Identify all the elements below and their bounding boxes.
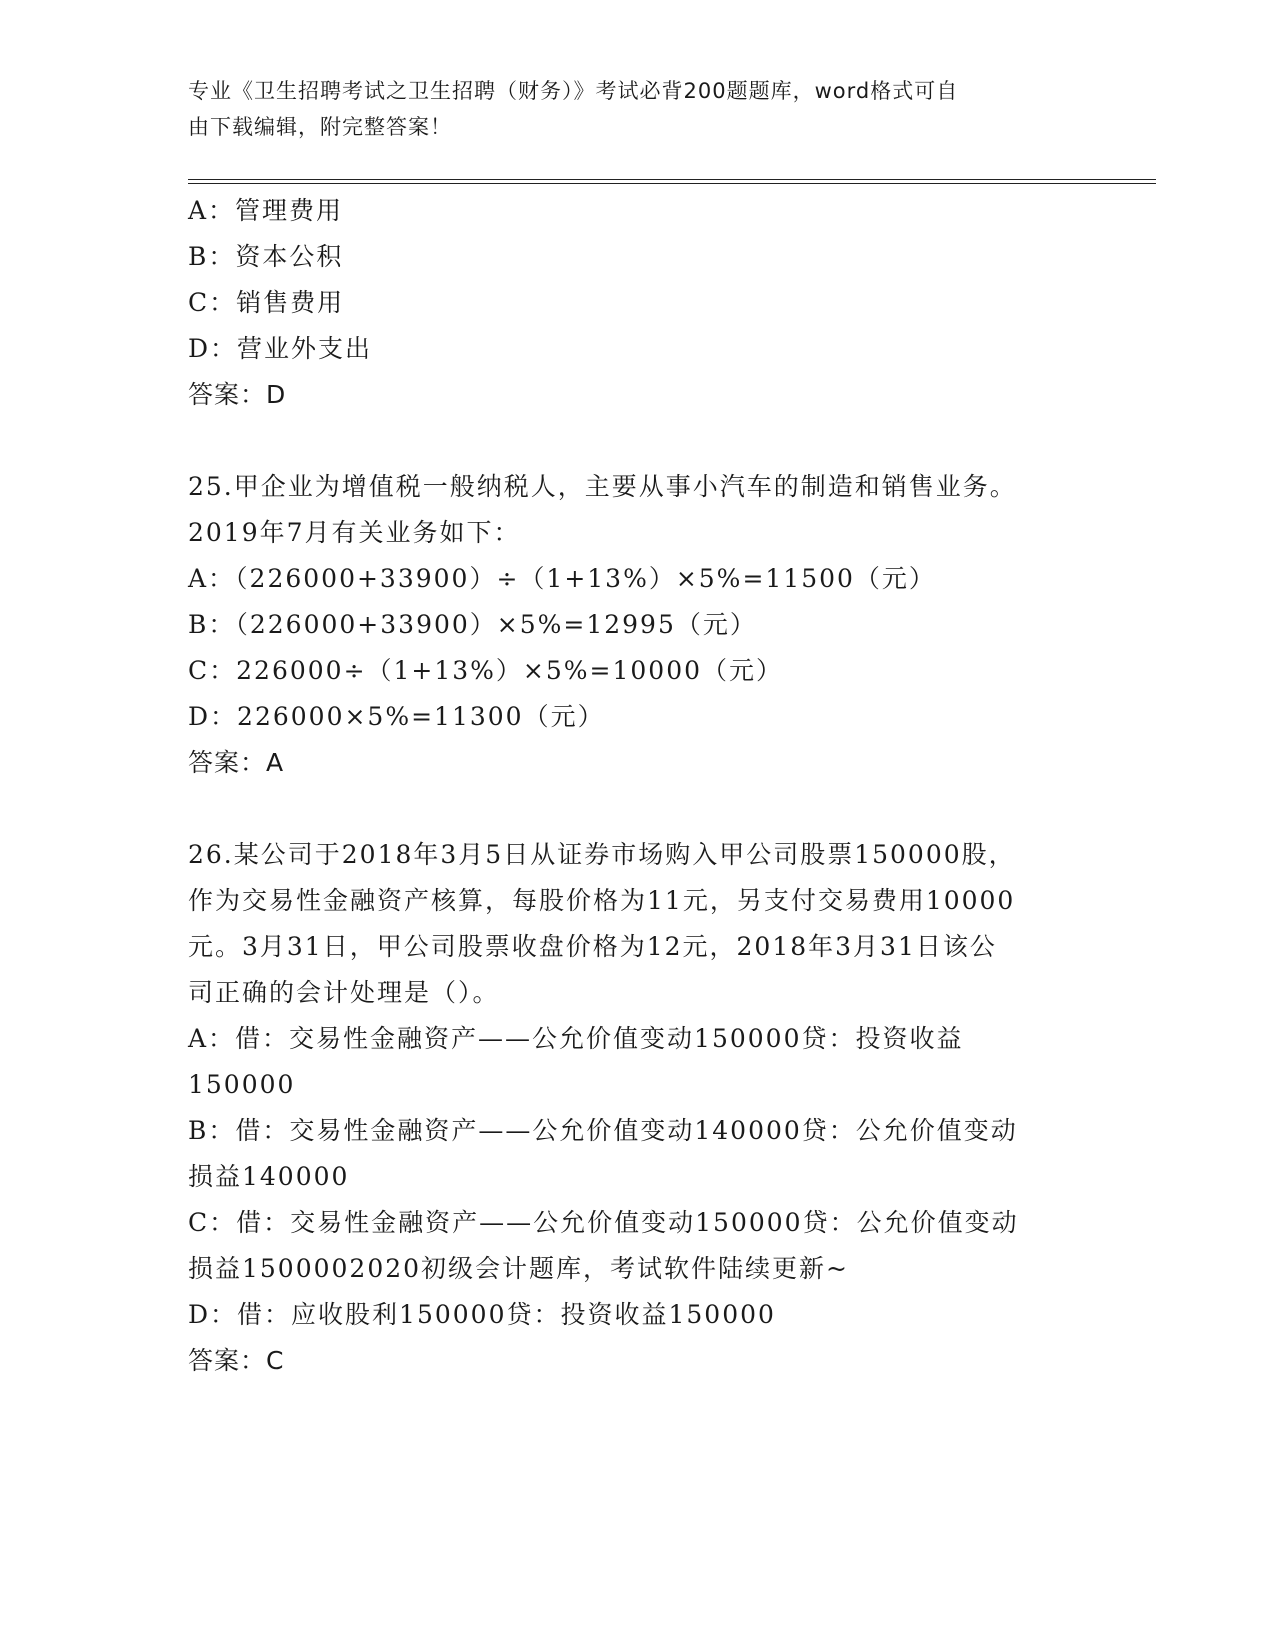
document-body <box>188 188 1088 1384</box>
option-d: D：226000×5%=11300（元） <box>188 702 605 731</box>
question-stem-line: 司正确的会计处理是（）。 <box>188 978 500 1007</box>
question-24-block <box>188 188 1088 418</box>
document-header <box>188 73 1088 145</box>
spacer <box>188 418 1088 464</box>
header-divider-top <box>188 179 1156 180</box>
question-stem-line: 2019年7月有关业务如下： <box>188 518 521 547</box>
option-c-continued: 损益1500002020初级会计题库，考试软件陆续更新~ <box>188 1254 850 1283</box>
question-25-block <box>188 464 1088 786</box>
option-b: B：（226000+33900）×5%=12995（元） <box>188 610 757 639</box>
question-stem-line: 26.某公司于2018年3月5日从证券市场购入甲公司股票150000股， <box>188 840 1016 869</box>
option-b: B：资本公积 <box>188 242 344 271</box>
option-c: C：226000÷（1+13%）×5%=10000（元） <box>188 656 784 685</box>
header-line-2: 由下载编辑，附完整答案！ <box>188 115 452 139</box>
answer-line: 答案：D <box>188 380 287 409</box>
option-a: A：（226000+33900）÷（1+13%）×5%=11500（元） <box>188 564 936 593</box>
option-c: C：借：交易性金融资产——公允价值变动150000贷：公允价值变动 <box>188 1208 1019 1237</box>
header-line-1: 专业《卫生招聘考试之卫生招聘（财务）》考试必背200题题库，word格式可自 <box>188 79 959 103</box>
spacer <box>188 786 1088 832</box>
answer-line: 答案：C <box>188 1346 285 1375</box>
answer-line: 答案：A <box>188 748 285 777</box>
option-b: B：借：交易性金融资产——公允价值变动140000贷：公允价值变动 <box>188 1116 1018 1145</box>
question-stem-line: 元。3月31日，甲公司股票收盘价格为12元，2018年3月31日该公 <box>188 932 997 961</box>
option-a: A：借：交易性金融资产——公允价值变动150000贷：投资收益 <box>188 1024 964 1053</box>
header-divider-bottom <box>188 183 1156 184</box>
option-a-continued: 150000 <box>188 1070 296 1099</box>
question-stem-line: 25.甲企业为增值税一般纳税人，主要从事小汽车的制造和销售业务。 <box>188 472 1017 501</box>
question-26-block <box>188 832 1088 1384</box>
question-stem-line: 作为交易性金融资产核算，每股价格为11元，另支付交易费用10000 <box>188 886 1016 915</box>
option-c: C：销售费用 <box>188 288 345 317</box>
option-b-continued: 损益140000 <box>188 1162 350 1191</box>
option-d: D：营业外支出 <box>188 334 373 363</box>
option-d: D：借：应收股利150000贷：投资收益150000 <box>188 1300 776 1329</box>
option-a: A：管理费用 <box>188 196 344 225</box>
